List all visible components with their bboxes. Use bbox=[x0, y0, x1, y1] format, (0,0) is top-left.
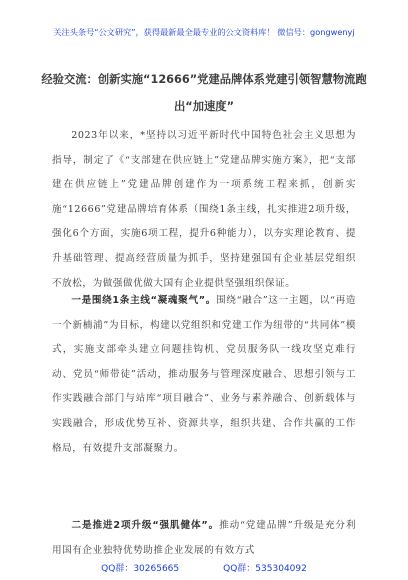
paragraph-point-two bbox=[52, 514, 356, 563]
footer-qq-group-2: QQ群：535304092 bbox=[223, 564, 307, 574]
paragraph-lead: 一是围绕1条主线“凝魂聚气”。 bbox=[71, 295, 217, 306]
footer-contact bbox=[0, 561, 408, 574]
paragraph-text: 推动“党建品牌”升级是充分利用国有企业独特优势助推企业发展的有效方式 bbox=[52, 520, 356, 556]
header-promo-text: 关注头条号“公文研究”，获得最新最全最专业的公文资料库！ 微信号：gongwenyj bbox=[53, 27, 355, 37]
footer-qq-group-1: QQ群：30265665 bbox=[101, 564, 180, 574]
paragraph-point-one bbox=[52, 289, 356, 461]
paragraph-intro bbox=[52, 124, 356, 296]
paragraph-text: 围绕“融合”这一主题，以“再造一个新楠浦”为目标，构建以党组织和党建工作为纽带的“共同体”模式，实施支部牵头建立问题挂钩机、党员服务队一线攻坚克难行动、党员“师带徒”活动，推动服务与管理深度融合、思想引领与工作实践融合部门与站库“项目融合”、业务与素养融合、创新载体与实践融合，形成优势互补、资源共享，组织共建、合作共赢的工作格局，有效提升支部凝聚力。 bbox=[52, 295, 356, 454]
paragraph-text: 2023年以来，*坚持以习近平新时代中国特色社会主义思想为指导，制定了《“支部建在供应链上”党建品牌实施方案》，把“支部建在供应链上”党建品牌创建作为一项系统工程来抓，创新实施“12666”党建品牌培育体系（围绕1条主线，扎实推进2项升级，强化6个方面，实施6项工程，提升6种能力），以夯实理论教育、提升基础管理、提高经营质量为抓手，坚持建强国有企业基层党组织不放松，为做强做优做大国有企业提供坚强组织保证。 bbox=[52, 130, 356, 289]
paragraph-lead: 二是推进2项升级“强肌健体”。 bbox=[71, 520, 220, 531]
document-title: 经验交流：创新实施“12666”党建品牌体系党建引领智慧物流跑出“加速度” bbox=[41, 73, 367, 113]
